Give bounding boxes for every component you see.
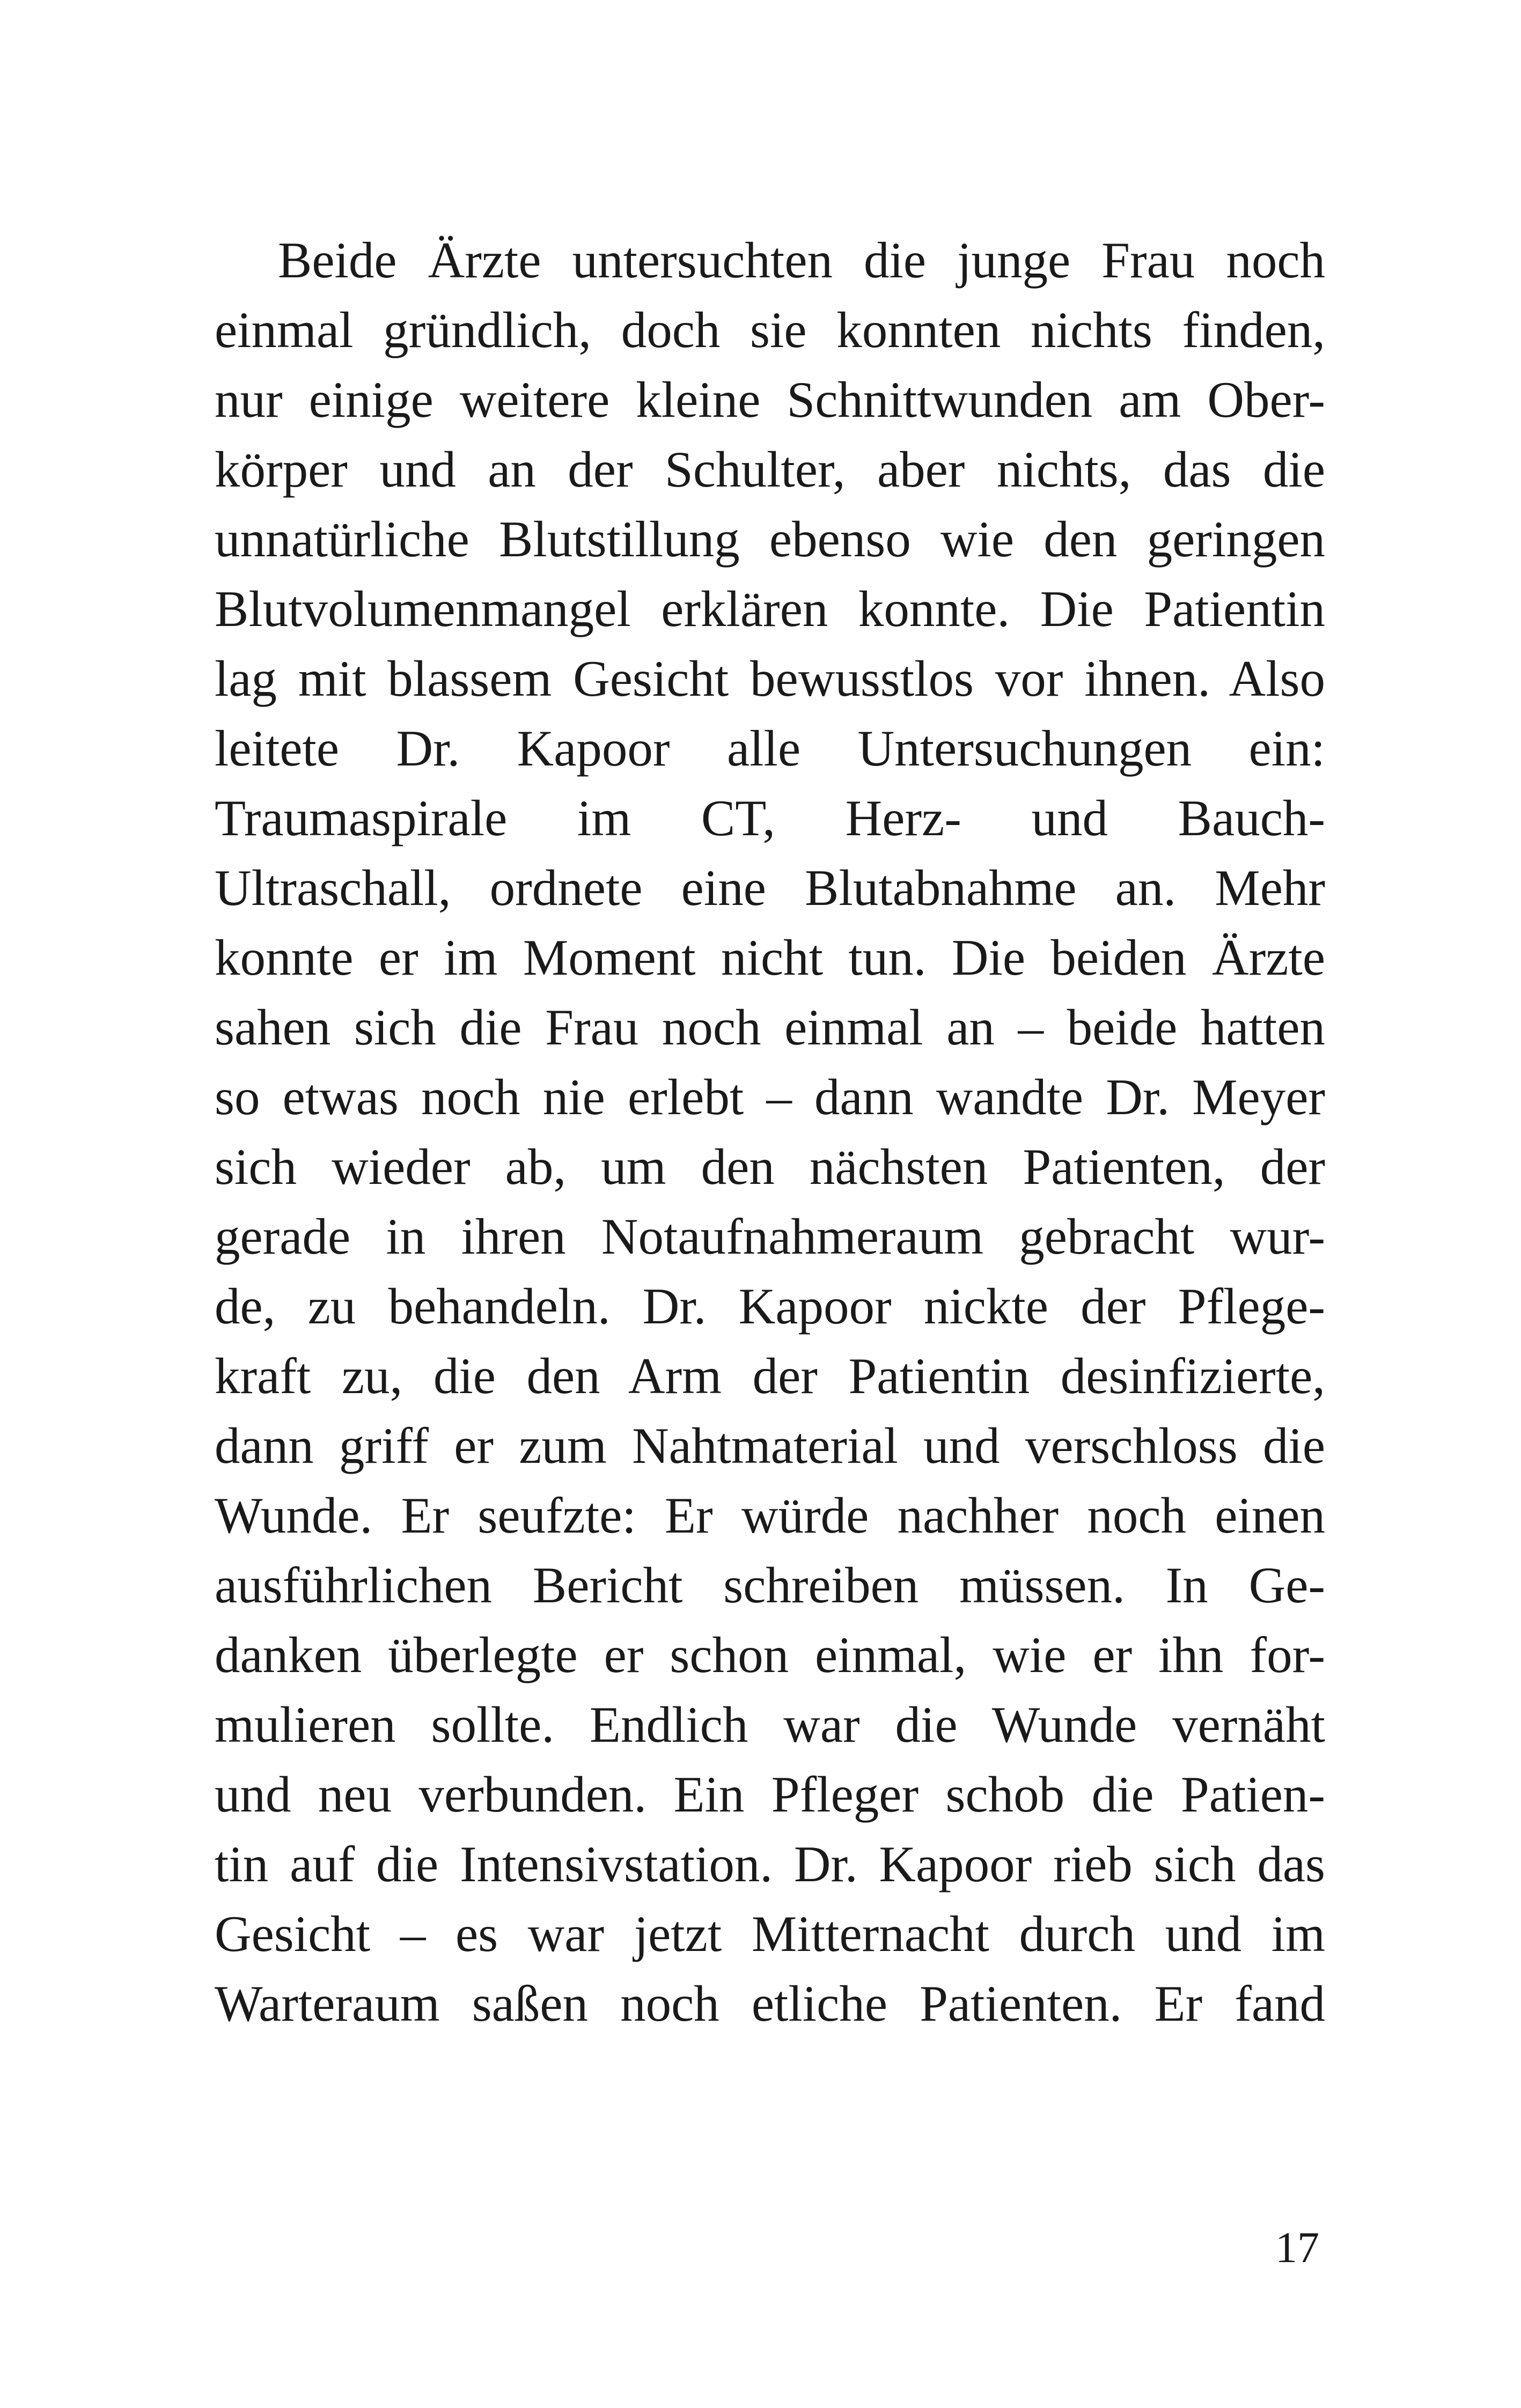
- text-line: nur einige weitere kleine Schnittwunden am Ober-: [215, 371, 1325, 428]
- text-line: unnatürliche Blutstillung ebenso wie den geringen: [215, 511, 1325, 568]
- text-line: konnte er im Moment nicht tun. Die beiden Ärzte: [215, 929, 1325, 986]
- text-line: Warteraum saßen noch etliche Patienten. Er fand: [215, 1975, 1325, 2032]
- text-line: Traumaspirale im CT, Herz- und Bauch-: [215, 790, 1325, 846]
- text-line: einmal gründlich, doch sie konnten nichts finden,: [215, 301, 1325, 358]
- text-line: körper und an der Schulter, aber nichts, das die: [215, 441, 1325, 498]
- text-line: dann griff er zum Nahtmaterial und verschloss die: [215, 1417, 1325, 1474]
- text-line: Beide Ärzte untersuchten die junge Frau noch: [278, 232, 1325, 289]
- text-line: sich wieder ab, um den nächsten Patienten, der: [215, 1138, 1325, 1195]
- text-line: lag mit blassem Gesicht bewusstlos vor ihnen. Also: [215, 650, 1325, 707]
- text-line: Ultraschall, ordnete eine Blutabnahme an. Mehr: [215, 859, 1325, 916]
- text-line: mulieren sollte. Endlich war die Wunde vernäht: [215, 1696, 1325, 1753]
- text-line: leitete Dr. Kapoor alle Untersuchungen ein:: [215, 720, 1325, 777]
- text-line: Wunde. Er seufzte: Er würde nachher noch einen: [215, 1487, 1325, 1544]
- text-line: danken überlegte er schon einmal, wie er ihn for-: [215, 1626, 1325, 1683]
- text-line: gerade in ihren Notaufnahmeraum gebracht wur-: [215, 1208, 1325, 1265]
- text-line: so etwas noch nie erlebt – dann wandte Dr. Meyer: [215, 1069, 1325, 1125]
- text-line: tin auf die Intensivstation. Dr. Kapoor rieb sich das: [215, 1836, 1325, 1892]
- page-number: 17: [1275, 2223, 1319, 2272]
- text-line: und neu verbunden. Ein Pfleger schob die Patien-: [215, 1766, 1325, 1823]
- body-paragraph: [215, 225, 1325, 2038]
- text-line: Gesicht – es war jetzt Mitternacht durch und im: [215, 1905, 1325, 1962]
- text-line: kraft zu, die den Arm der Patientin desinfizierte,: [215, 1347, 1325, 1404]
- text-line: Blutvolumenmangel erklären konnte. Die Patientin: [215, 580, 1325, 637]
- text-line: ausführlichen Bericht schreiben müssen. In Ge-: [215, 1557, 1325, 1614]
- text-line: de, zu behandeln. Dr. Kapoor nickte der Pflege-: [215, 1278, 1325, 1335]
- text-line: sahen sich die Frau noch einmal an – beide hatten: [215, 999, 1325, 1056]
